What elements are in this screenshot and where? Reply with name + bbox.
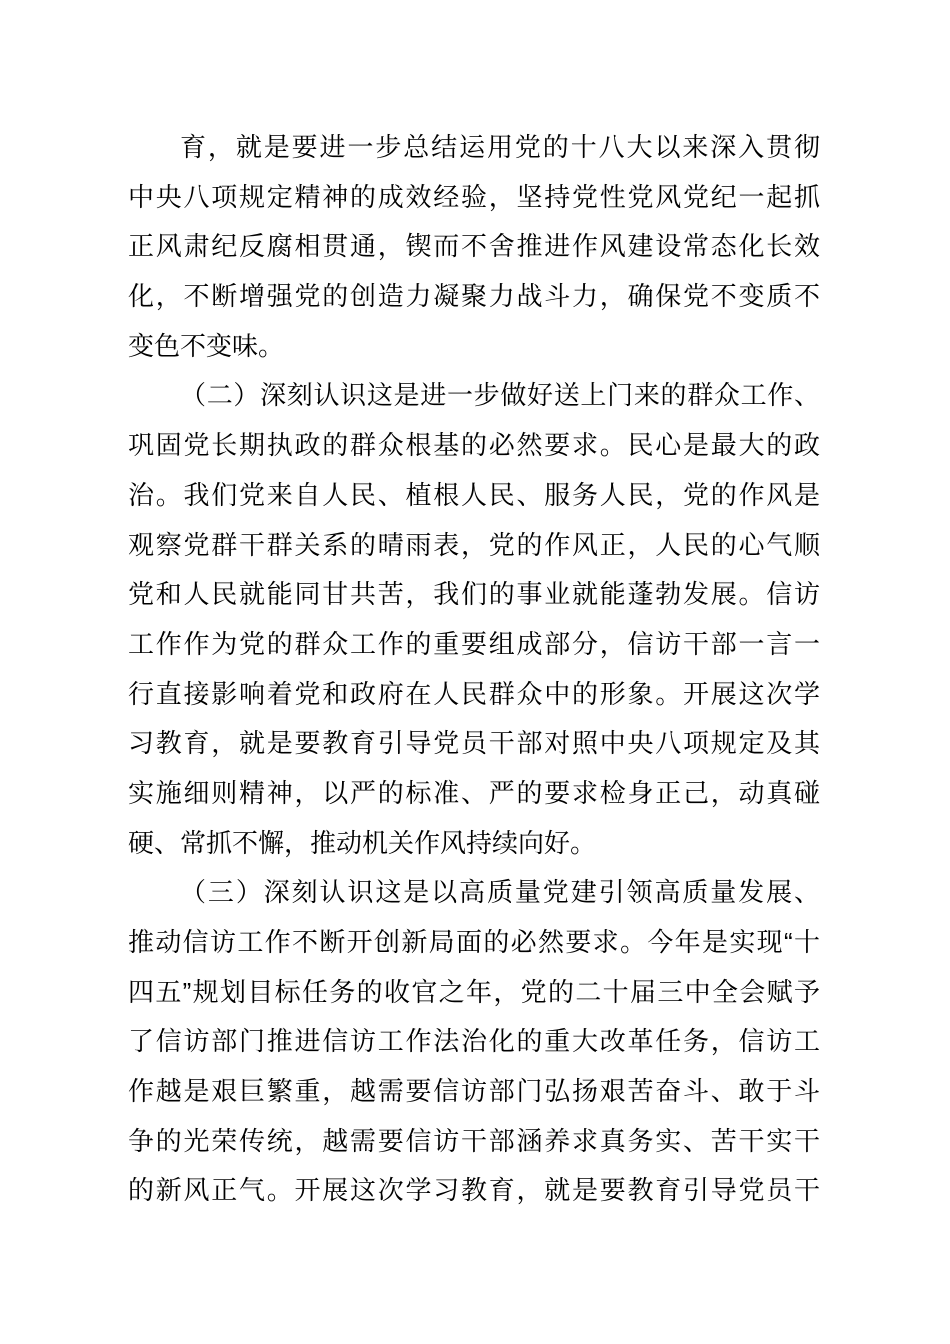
paragraph: [128, 371, 820, 868]
text-line: 中央八项规定精神的成效经验，坚持党性党风党纪一起抓: [128, 181, 820, 212]
text-line: 育，就是要进一步总结运用党的十八大以来深入贯彻: [180, 132, 820, 162]
text-line: 观察党群干群关系的晴雨表，党的作风正，人民的心气顺: [128, 529, 820, 560]
paragraph: [128, 868, 820, 1216]
text-line: 争的光荣传统，越需要信访干部涵养求真务实、苦干实干: [128, 1125, 820, 1156]
paragraph: [128, 123, 820, 371]
text-line: 工作作为党的群众工作的重要组成部分，信访干部一言一: [128, 628, 820, 659]
text-line: 了信访部门推进信访工作法治化的重大改革任务，信访工: [128, 1026, 820, 1057]
text-line: 硬、常抓不懈，推动机关作风持续向好。: [128, 827, 597, 858]
text-line: 治。我们党来自人民、植根人民、服务人民，党的作风是: [128, 479, 820, 510]
text-line: 变色不变味。: [128, 330, 285, 361]
text-line: （三）深刻认识这是以高质量党建引领高质量发展、: [180, 877, 820, 908]
text-line: 党和人民就能同甘共苦，我们的事业就能蓬勃发展。信访: [128, 579, 820, 610]
text-line: 行直接影响着党和政府在人民群众中的形象。开展这次学: [128, 678, 820, 709]
text-line: 巩固党长期执政的群众根基的必然要求。民心是最大的政: [128, 430, 820, 461]
text-line: 实施细则精神，以严的标准、严的要求检身正己，动真碰: [128, 777, 820, 808]
text-line: 四五”规划目标任务的收官之年，党的二十届三中全会赋予: [128, 976, 820, 1007]
text-line: 的新风正气。开展这次学习教育，就是要教育引导党员干: [128, 1175, 820, 1206]
document-text-block: [128, 123, 820, 1216]
text-line: （二）深刻认识这是进一步做好送上门来的群众工作、: [180, 380, 820, 411]
text-line: 作越是艰巨繁重，越需要信访部门弘扬艰苦奋斗、敢于斗: [128, 1076, 820, 1107]
text-line: 正风肃纪反腐相贯通，锲而不舍推进作风建设常态化长效: [128, 231, 820, 262]
text-line: 习教育，就是要教育引导党员干部对照中央八项规定及其: [128, 728, 820, 759]
text-line: 化，不断增强党的创造力凝聚力战斗力，确保党不变质不: [128, 281, 820, 312]
text-line: 推动信访工作不断开创新局面的必然要求。今年是实现“十: [128, 927, 820, 957]
